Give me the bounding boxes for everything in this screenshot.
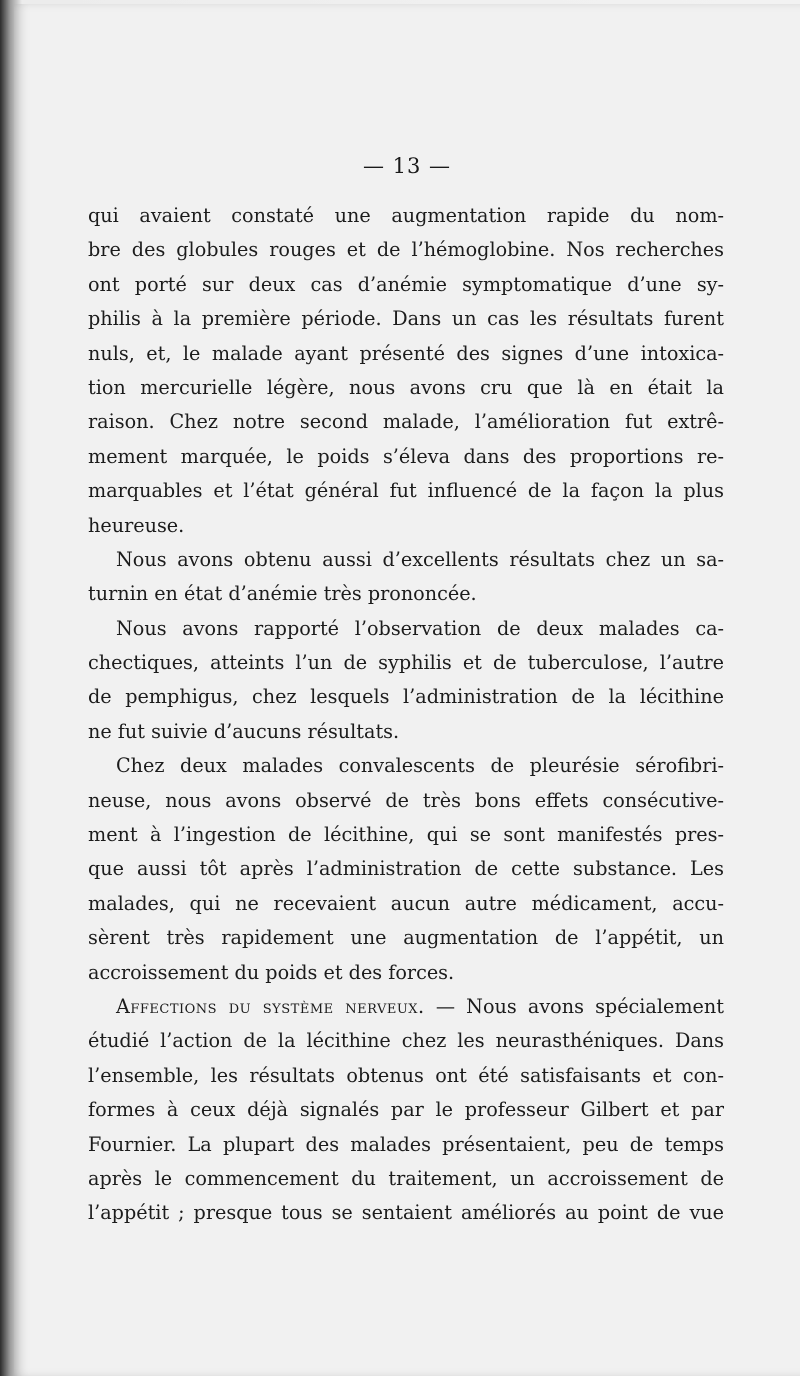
section-first-line-rest: — Nous avons spécialement [424, 994, 724, 1018]
text-line: bre des globules rouges et de l’hémoglobine. Nos recherches [88, 238, 724, 262]
text-line: l’appétit ; presque tous se sentaient améliorés au point de vue [88, 1201, 724, 1225]
text-line: Nous avons rapporté l’observation de deux malades ca- [116, 616, 724, 640]
paragraph-lines [88, 199, 724, 990]
text-line: ne fut suivie d’aucuns résultats. [88, 719, 400, 743]
text-line: ment à l’ingestion de lécithine, qui se sont manifestés pres- [88, 823, 724, 847]
text-line: ont porté sur deux cas d’anémie symptomatique d’une sy- [88, 272, 724, 296]
text-line: Chez deux malades convalescents de pleurésie sérofibri- [116, 754, 724, 778]
text-line: marquables et l’état général fut influencé de la façon la plus [88, 479, 724, 503]
text-line: mement marquée, le poids s’éleva dans des proportions re- [88, 444, 724, 468]
text-line: malades, qui ne recevaient aucun autre médicament, accu- [88, 891, 724, 915]
text-line: que aussi tôt après l’administration de cette substance. Les [88, 857, 724, 881]
text-line: neuse, nous avons observé de très bons effets consécutive- [88, 788, 724, 812]
page-number: — 13 — [362, 154, 452, 178]
text-line: chectiques, atteints l’un de syphilis et de tuberculose, l’autre [88, 651, 724, 675]
body-text [88, 199, 724, 1231]
section-lines [88, 1024, 724, 1230]
text-line: qui avaient constaté une augmentation rapide du nom- [88, 204, 724, 227]
text-line: après le commencement du traitement, un accroissement de [88, 1166, 724, 1190]
text-line: de pemphigus, chez lesquels l’administration de la lécithine [88, 685, 724, 709]
text-line: raison. Chez notre second malade, l’amélioration fut extrê- [88, 410, 724, 434]
text-line: formes à ceux déjà signalés par le professeur Gilbert et par [88, 1098, 724, 1122]
text-line: philis à la première période. Dans un cas les résultats furent [88, 307, 724, 331]
text-line: sèrent très rapidement une augmentation de l’appétit, un [88, 926, 724, 950]
text-line: Nous avons obtenu aussi d’excellents résultats chez un sa- [116, 547, 724, 571]
text-line: Fournier. La plupart des malades présentaient, peu de temps [88, 1132, 724, 1156]
text-line: l’ensemble, les résultats obtenus ont été satisfaisants et con- [88, 1063, 724, 1087]
text-line: turnin en état d’anémie très prononcée. [88, 582, 477, 606]
text-line: étudié l’action de la lécithine chez les neurasthéniques. Dans [88, 1029, 724, 1053]
text-line: accroissement du poids et des forces. [88, 960, 455, 984]
section-first-line [88, 990, 724, 1024]
text-line: tion mercurielle légère, nous avons cru que là en était la [88, 375, 724, 399]
section-heading: Affections du système nerveux. [116, 994, 425, 1018]
text-line: nuls, et, le malade ayant présenté des signes d’une intoxica- [88, 341, 724, 365]
text-line: heureuse. [88, 513, 185, 537]
book-page [14, 4, 800, 1376]
